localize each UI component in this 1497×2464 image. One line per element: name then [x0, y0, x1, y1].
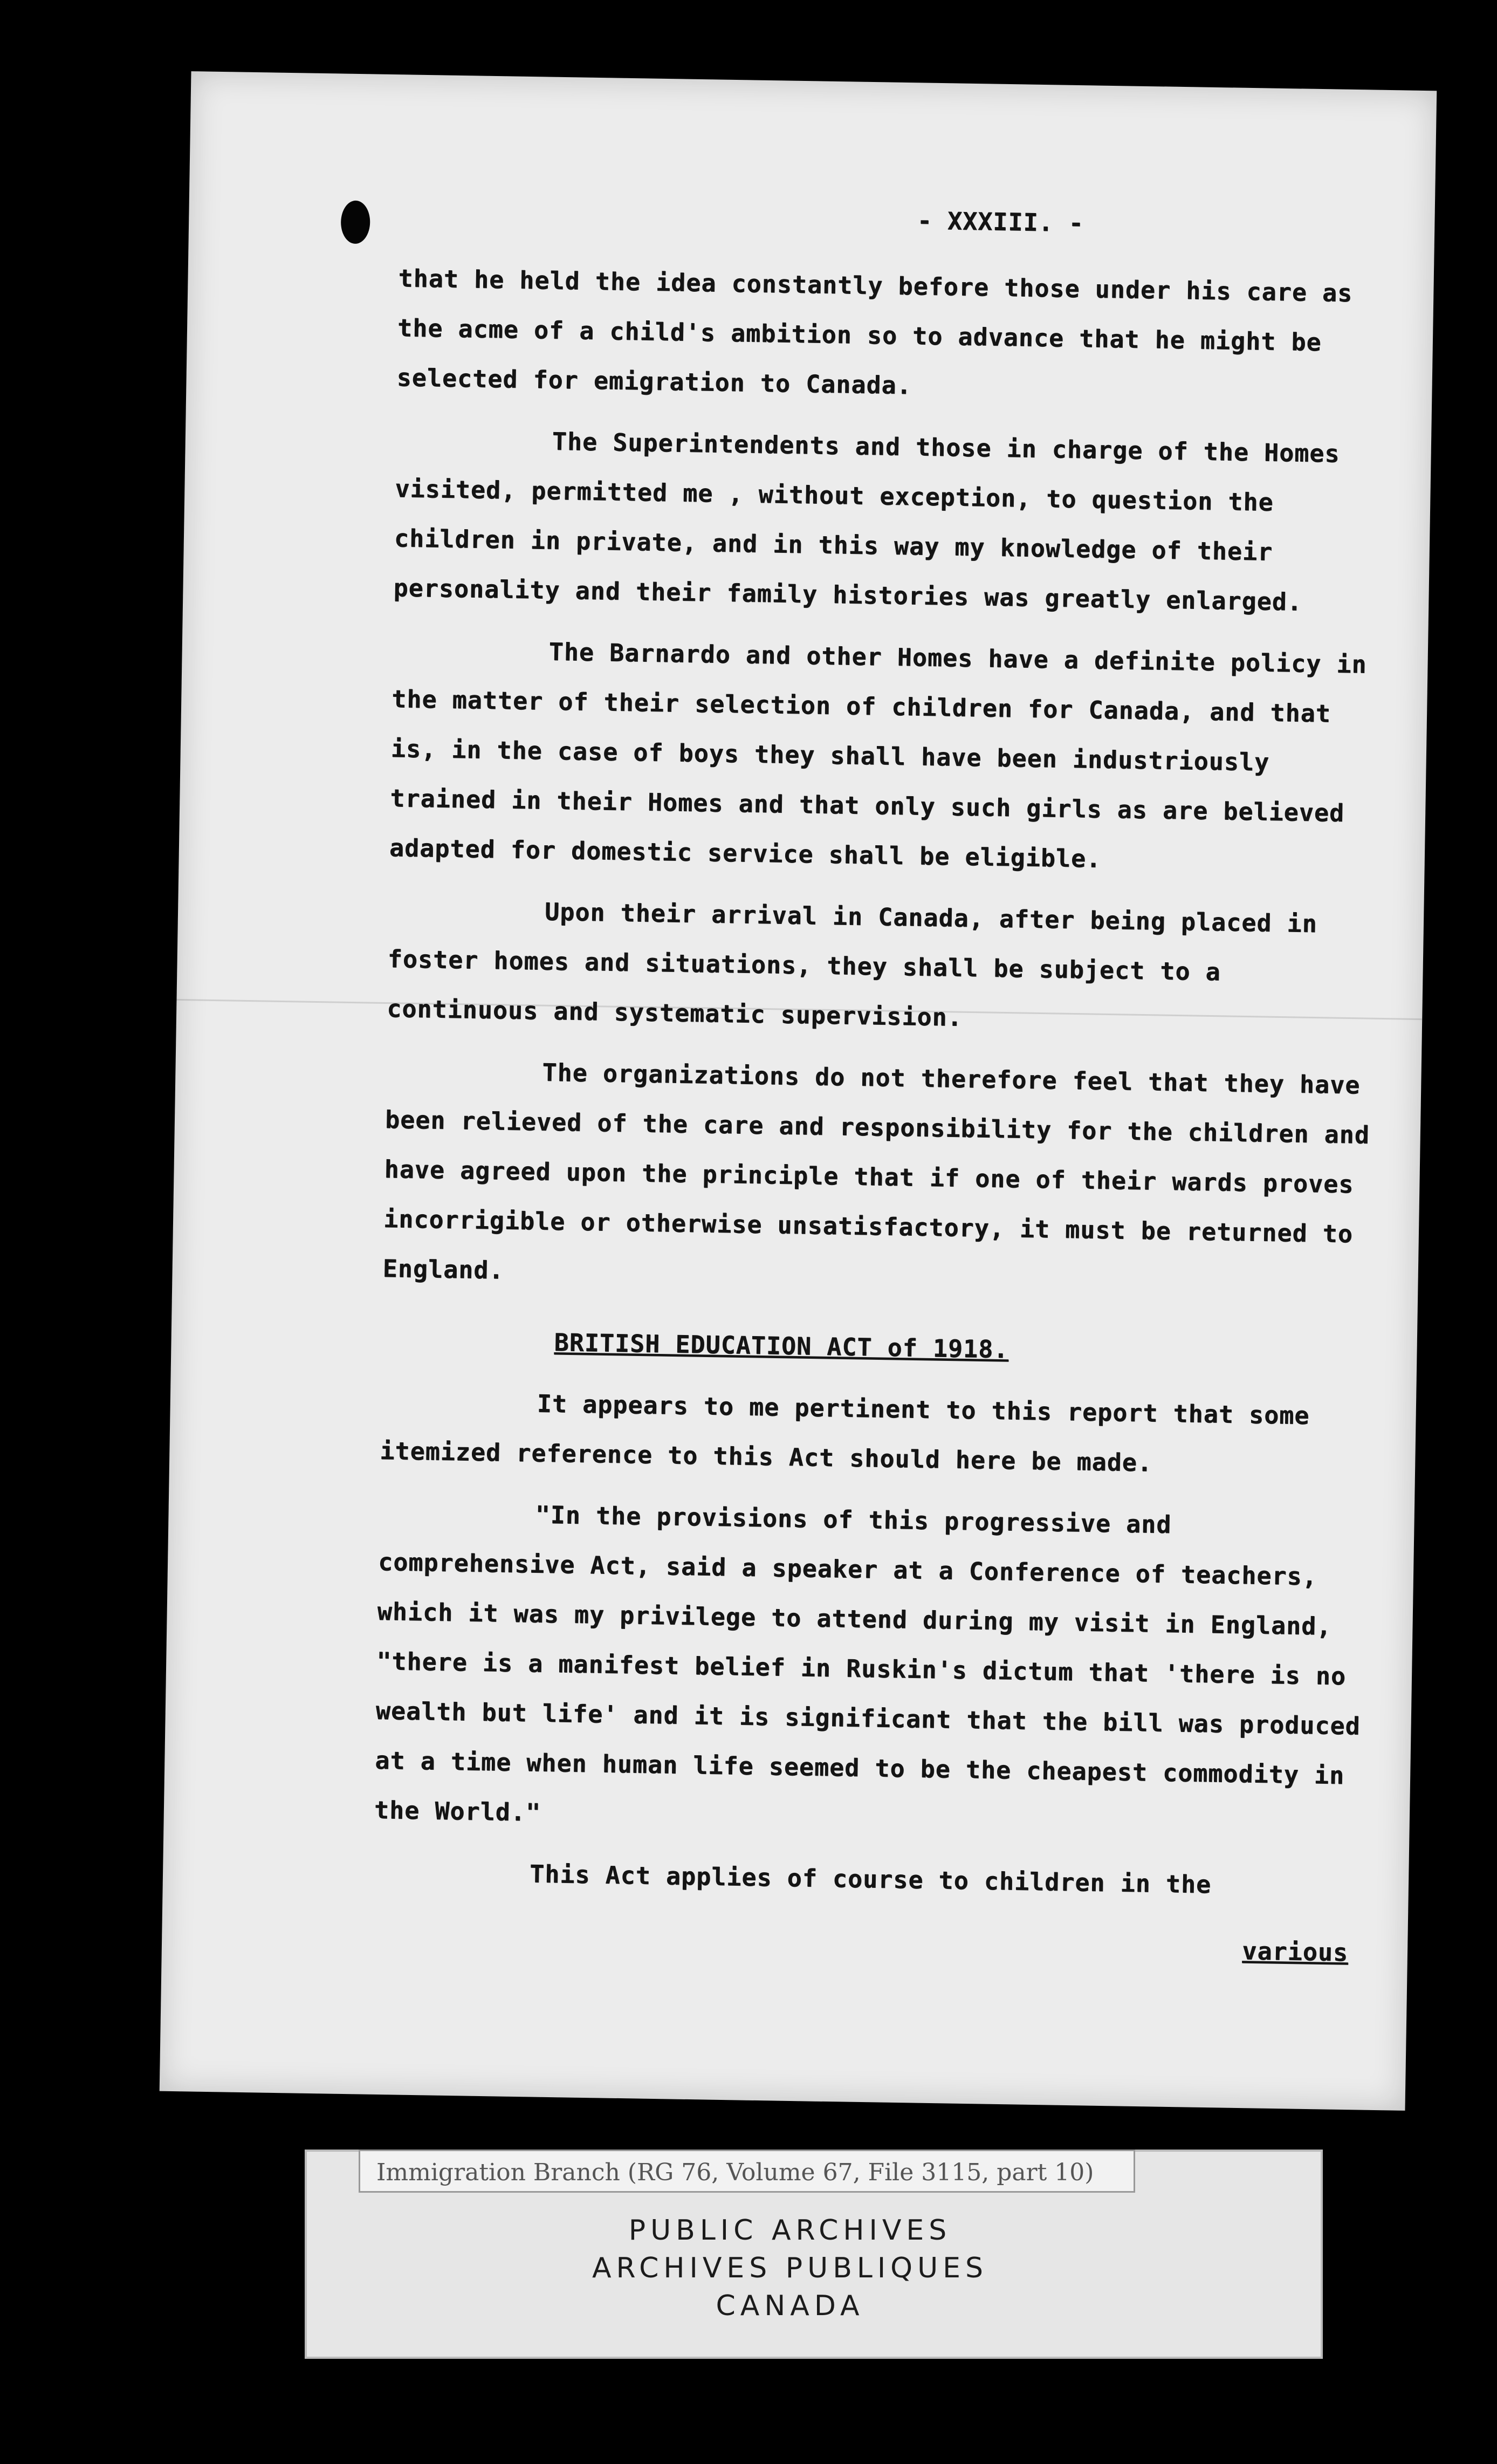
paragraph-act-applies: This Act applies of course to children in the — [529, 1859, 1212, 1899]
paragraph-organizations: The organizations do not therefore feel that they have been relieved of the care and responsibility for the children and have agreed upon the principle that if one of their wards proves incorrigible or otherwise unsatisfactory, it must be returned to England. — [382, 1058, 1370, 1285]
paragraph-superintendents: The Superintendents and those in charge of the Homes visited, permitted me , without exception, to question the children in private, and in this way my knowledge of their personality and their family histories was greatly enlarged. — [393, 427, 1340, 617]
section-heading: BRITISH EDUCATION ACT of 1918. — [554, 1327, 1009, 1364]
reference-label: Immigration Branch (RG 76, Volume 67, File 3115, part 10) — [359, 2150, 1135, 2193]
typed-text-body — [372, 188, 1397, 1990]
catchword: various — [1241, 1936, 1349, 1967]
paragraph-continuation: that he held the idea constantly before those under his care as the acme of a child's ambition so to advance that he might be selected for emigration to Canada. — [396, 264, 1353, 400]
archives-line-country: CANADA — [716, 2290, 864, 2322]
punch-hole — [341, 200, 370, 244]
archives-line-english: PUBLIC ARCHIVES — [628, 2214, 952, 2247]
document-page — [160, 71, 1437, 2111]
archives-line-french: ARCHIVES PUBLIQUES — [592, 2252, 988, 2284]
paragraph-quote: "In the provisions of this progressive and comprehensive Act, said a speaker at a Conference of teachers, which it was my privilege to attend during my visit in England, "there is a manifest belief in Ruskin's dictum that 'there is no wealth but life' and it is significant that the bill was produced at a time when human life seemed to be the cheapest commodity in the World." — [374, 1500, 1361, 1827]
page-number: - XXXIII. - — [917, 206, 1084, 238]
paragraph-arrival: Upon their arrival in Canada, after being placed in foster homes and situations, they shall be subject to a continuous and systematic supervision. — [386, 897, 1318, 1032]
paragraph-pertinent: It appears to me pertinent to this report that some itemized reference to this Act should here be made. — [380, 1389, 1310, 1477]
archives-stamp — [359, 2212, 1221, 2325]
paragraph-barnardo-policy: The Barnardo and other Homes have a definite policy in the matter of their selection of children for Canada, and that is, in the case of boys they shall have been industriously trained in their Homes and that only such girls as are believed adapted for domestic service shall be eligible. — [389, 637, 1367, 873]
